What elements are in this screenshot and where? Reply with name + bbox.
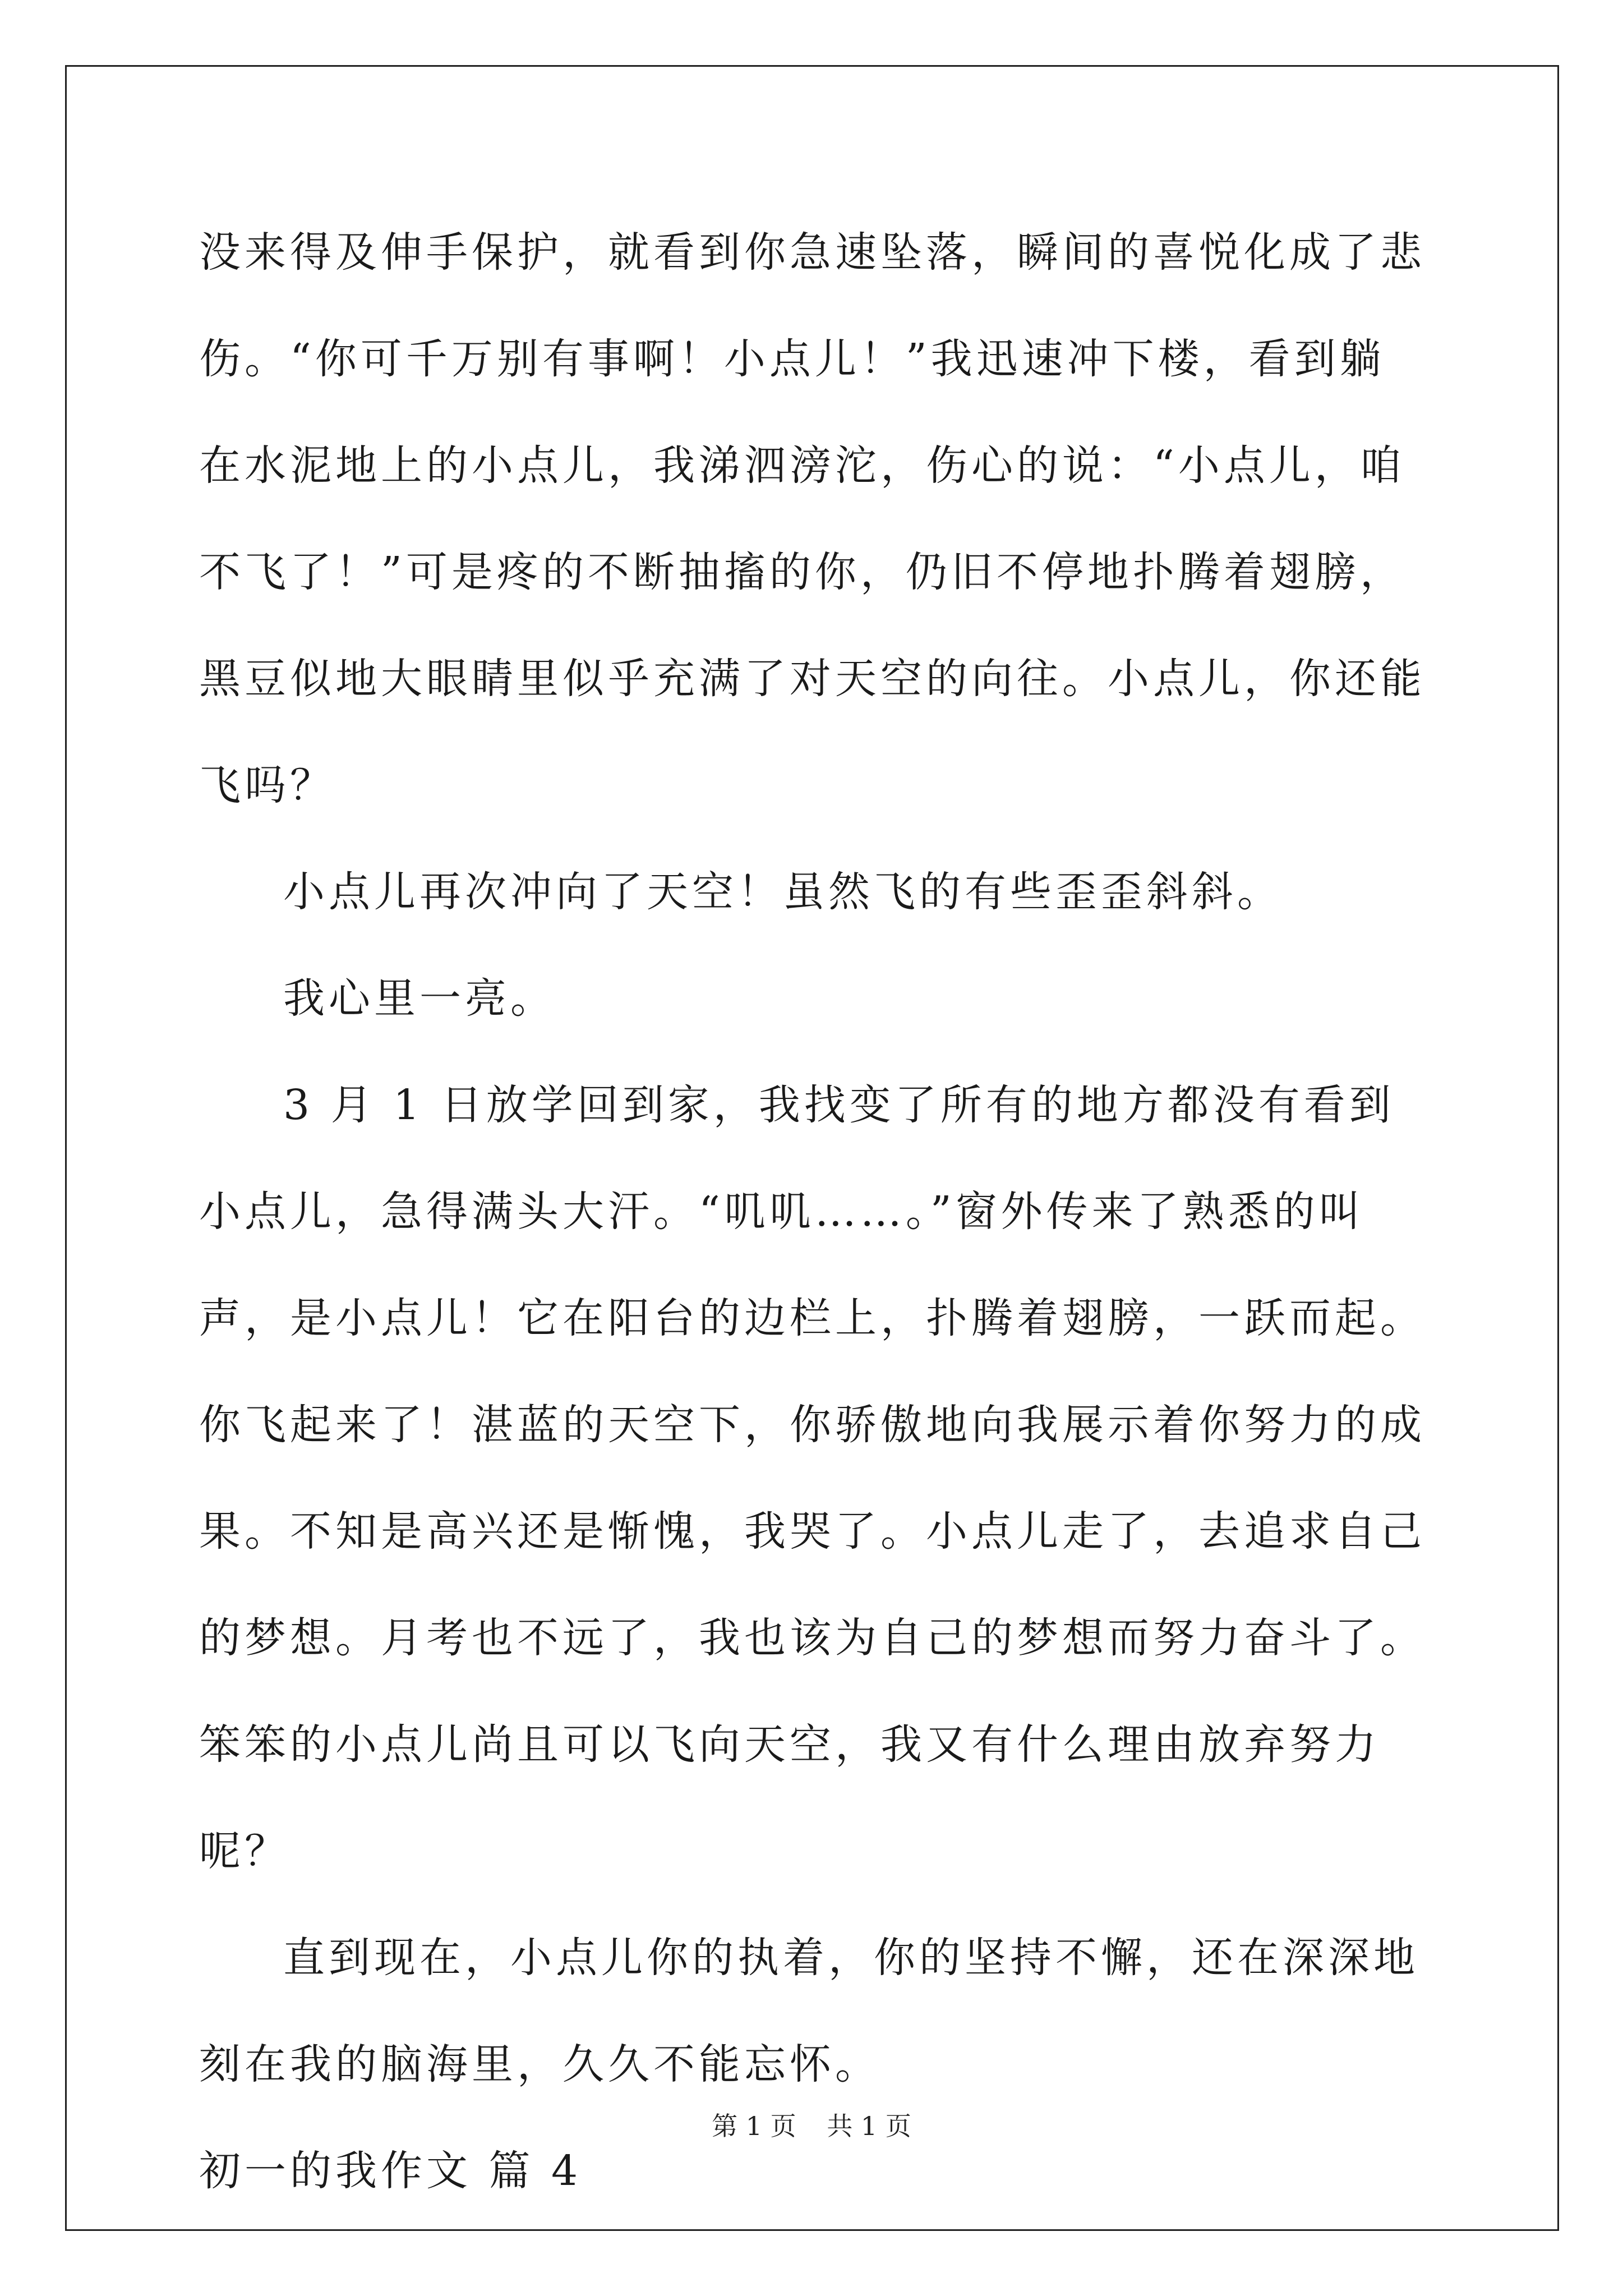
document-body (199, 199, 1427, 2224)
section-heading: 初一的我作文 篇 4 (199, 2147, 582, 2195)
paragraph-5: 直到现在，小点儿你的执着，你的坚持不懈，还在深深地刻在我的脑海里，久久不能忘怀。 (199, 1934, 1419, 2088)
page-footer (0, 2109, 1623, 2143)
paragraph-3: 我心里一亮。 (283, 974, 556, 1023)
paragraph-2: 小点儿再次冲向了天空！虽然飞的有些歪歪斜斜。 (283, 868, 1283, 916)
page-total: 共 1 页 (827, 2111, 911, 2141)
paragraph-4: 3 月 1 日放学回到家，我找变了所有的地方都没有看到小点儿，急得满头大汗。“叽叽……。”窗外传来了熟悉的叫声，是小点儿！它在阳台的边栏上，扑腾着翅膀，一跃而起。你飞起来了！湛蓝的天空下，你骄傲地向我展示着你努力的成果。不知是高兴还是惭愧，我哭了。小点儿走了，去追求自己的梦想。月考也不远了，我也该为自己的梦想而努力奋斗了。笨笨的小点儿尚且可以飞向天空，我又有什么理由放弃努力呢？ (199, 1081, 1426, 1875)
paragraph-1: 没来得及伸手保护，就看到你急速坠落，瞬间的喜悦化成了悲伤。“你可千万别有事啊！小点儿！”我迅速冲下楼，看到躺在水泥地上的小点儿，我涕泗滂沱，伤心的说：“小点儿，咱不飞了！”可是疼的不断抽搐的你，仍旧不停地扑腾着翅膀，黑豆似地大眼睛里似乎充满了对天空的向往。小点儿，你还能飞吗？ (199, 228, 1426, 809)
page-number: 第 1 页 (712, 2111, 796, 2141)
